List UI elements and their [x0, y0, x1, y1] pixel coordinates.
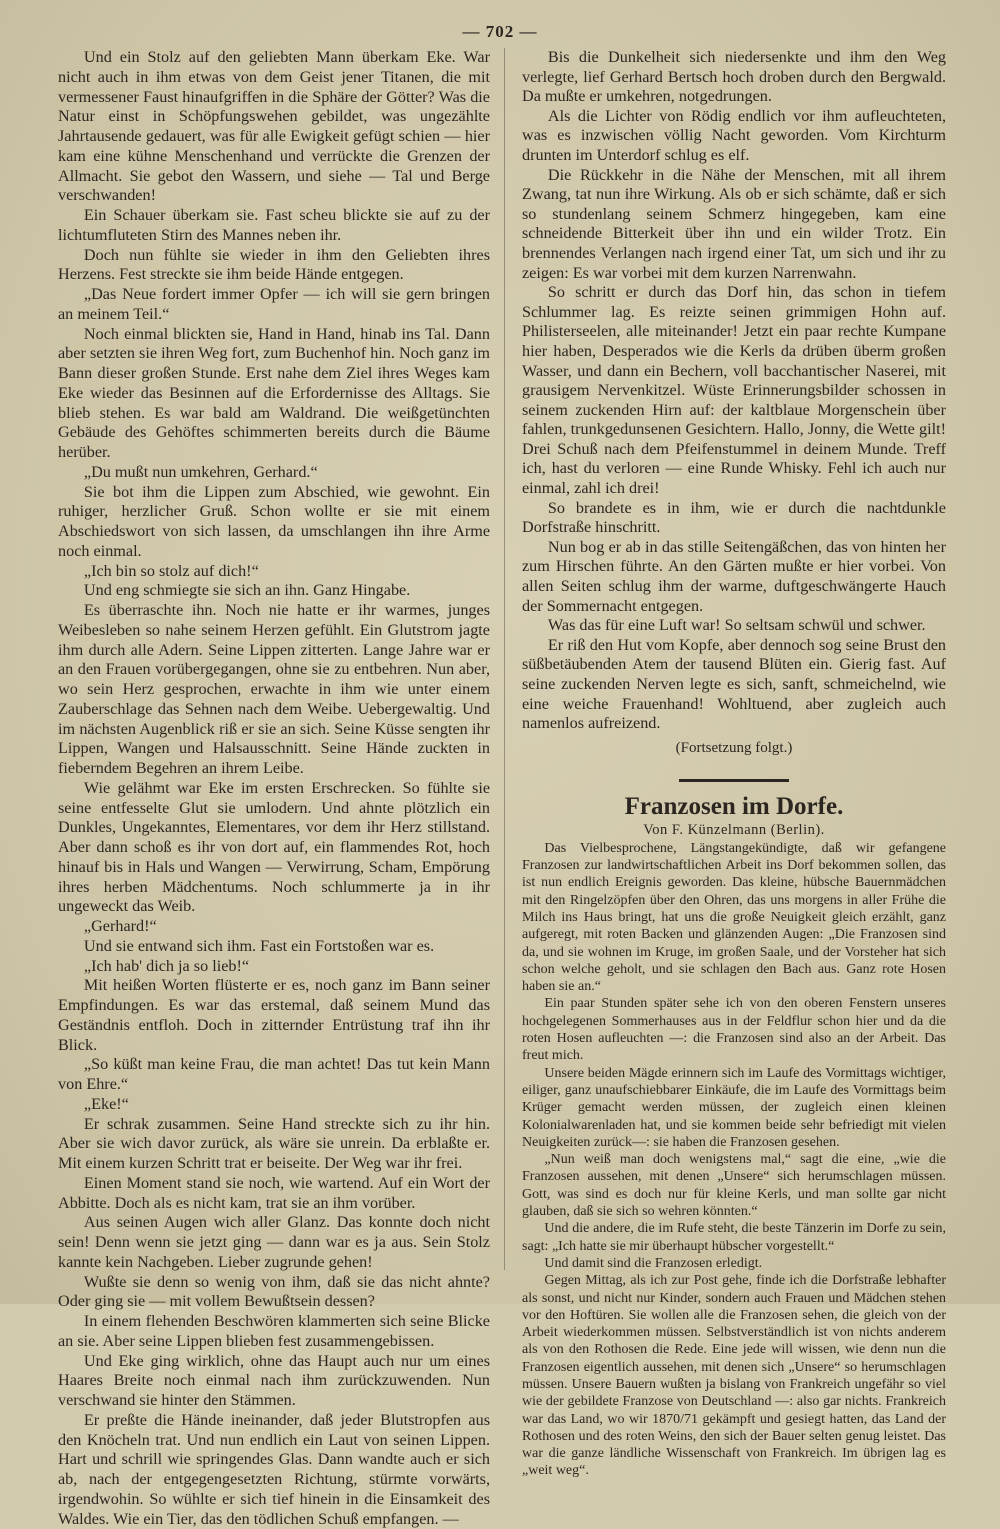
continuation-note: (Fortsetzung folgt.): [675, 739, 793, 756]
paragraph: Bis die Dunkelheit sich niedersenkte und ihm den Weg verlegte, lief Gerhard Bertsch hoch droben durch den Bergwald. Da mußte er umkehren, notgedrungen.: [522, 48, 946, 106]
paragraph: „Du mußt nun umkehren, Gerhard.“: [83, 462, 318, 481]
article-title: Franzosen im Dorfe.: [624, 792, 844, 820]
paragraph: In einem flehenden Beschwören klammerten sich seine Blicke an sie. Aber seine Lippen blieben fest zusammengebissen.: [58, 1312, 490, 1350]
paragraph: „So küßt man keine Frau, die man achtet! Das tut kein Mann von Ehre.“: [58, 1055, 490, 1093]
paragraph: Noch einmal blickten sie, Hand in Hand, hinab ins Tal. Dann aber setzten sie ihren Weg fort, zum Buchenhof hin. Noch ganz im Bann dieser großen Stunde. Erst nahe dem Ziel ihres Weges kam Eke wieder das Besinnen auf die Erfordernisse des Alltags. Sie blieb stehen. Es war bald am Waldrand. Die weißgetünchten Gebäude des Gehöftes schimmerten bereits durch die Bäume herüber.: [58, 324, 490, 461]
paragraph: „Nun weiß man doch wenigstens mal,“ sagt die eine, „wie die Franzosen aussehen, mit denen „Unsere“ sich herumschlagen müssen. Gott, was sind es doch nur für kleine Kerls, und man sollte gar nicht glauben, daß sie sich so wehren könnten.“: [522, 1152, 946, 1220]
paragraph: So schritt er durch das Dorf hin, das schon in tiefem Schlummer lag. Es reizte seinen grimmigen Hohn auf. Philisterseelen, alle miteinander! Jetzt ein paar rechte Kumpane hier haben, Desperados wie die Kerls da drüben überm großen Wasser, und dann ein Bechern, voll bacchantischer Naserei, mit grausigem Nervenkitzel. Wüste Erinnerungsbilder schossen in seinem zuckenden Hirn auf: der kaltblaue Morgenschein über fahlen, trunkgedunsenen Gesichtern. Hallo, Jonny, die Wette gilt! Drei Schuß nach dem Pfeifenstummel in deinem Munde. Treff ich, hast du verloren — eine Runde Whisky. Fehl ich auch nur einmal, zahl ich drei!: [522, 283, 946, 498]
paragraph: Und eng schmiegte sie sich an ihn. Ganz Hingabe.: [83, 581, 411, 600]
paragraph: Und die andere, die im Rufe steht, die beste Tänzerin im Dorfe zu sein, sagt: „Ich hatte sie mir überhaupt hübscher vorgestellt.“: [522, 1221, 946, 1254]
paragraph: „Gerhard!“: [83, 917, 157, 935]
paragraph: Sie bot ihm die Lippen zum Abschied, wie gewohnt. Ein ruhiger, herzlicher Gruß. Schon wollte er sie mit einem Abschiedswort von sich lassen, da umschlangen ihn ihre Arme noch einmal.: [58, 482, 490, 560]
paragraph: Nun bog er ab in das stille Seitengäßchen, das von hinten her zum Hirschen führte. An den Gärten mußte er hier vorbei. Von allen Seiten schlug ihm der warme, duftgeschwängerte Hauch der Sommernacht entgegen.: [522, 537, 946, 615]
paragraph: Unsere beiden Mägde erinnern sich im Laufe des Vormittags wichtiger, eiliger, ganz unaufschiebbarer Einkäufe, die im Laufe des Vormittags beim Krüger gemacht werden müssen, der zugleich einen kleinen Kolonialwarenladen hat, und sie kommen beide sehr befriedigt mit vielen Neuigkeiten zurück—: sie haben die Franzosen gesehen.: [522, 1065, 946, 1150]
article-body: [522, 840, 946, 1480]
paragraph: Aus seinen Augen wich aller Glanz. Das konnte doch nicht sein! Denn wenn sie jetzt ging — dann war es ja aus. Sein Stolz kannte kein Nachgeben. Lieber zugrunde gehen!: [58, 1213, 490, 1271]
left-column: [58, 48, 490, 1529]
paragraph: Wie gelähmt war Eke im ersten Erschrecken. So fühlte sie seine entfesselte Glut sie umlodern. Und ahnte plötzlich ein Dunkles, Ungekanntes, Elementares, vor dem ihr Herz stillstand. Aber dann schoß es ihr von dort auf, ein flammendes Rot, hoch hinauf bis in Hals und Wangen — Verwirrung, Scham, Empörung ihres herben Mädchentums. Noch schlummerte ja in ihr ungeweckt das Weib.: [58, 778, 490, 916]
paragraph: „Eke!“: [83, 1094, 129, 1113]
paragraph: „Ich bin so stolz auf dich!“: [83, 561, 259, 580]
paragraph: Er riß den Hut vom Kopfe, aber dennoch sog seine Brust den süßbetäubenden Atem der tausend Blüten ein. Gierig fast. Auf seine zuckenden Nerven legte es sich, sanft, schmeichelnd, wie eine weiche Frauenhand! Wohltuend, aber zugleich auch namenlos aufreizend.: [522, 635, 946, 733]
paragraph: Und sie entwand sich ihm. Fast ein Fortstoßen war es.: [83, 936, 435, 955]
paragraph: Mit heißen Worten flüsterte er es, noch ganz im Bann seiner Empfindungen. Es war das erstemal, daß seinem Mund das Geständnis entfloh. Doch in zitternder Entrüstung traf ihn ihr Blick.: [58, 976, 490, 1054]
paragraph: Die Rückkehr in die Nähe der Menschen, mit all ihrem Zwang, tat nun ihre Wirkung. Als ob er sich schämte, daß er sich so stundenlang seinem Schmerz hingegeben, kam eine schneidende Bitterkeit über ihn und ein wilder Trotz. Ein brennendes Verlangen nach irgend einer Tat, um sich und ihr zu zeigen: Es war vorbei mit dem kurzen Narrenwahn.: [522, 165, 946, 282]
column-divider: [504, 48, 505, 1270]
paragraph: Er schrak zusammen. Seine Hand streckte sich zu ihr hin. Aber sie wich davor zurück, als wäre sie unrein. Da erblaßte er. Mit einem kurzen Schritt trat er beiseite. Der Weg war ihr frei.: [58, 1114, 490, 1172]
right-column: [522, 48, 946, 1480]
article-byline: Von F. Künzelmann (Berlin).: [643, 821, 825, 838]
page-number: — 702 —: [462, 22, 538, 41]
paragraph: Das Vielbesprochene, Längstangekündigte, daß wir gefangene Franzosen zur landwirtschaftlichen Arbeit ins Dorf bekommen sollen, das ist nun endlich Ereignis geworden. Das kleine, hübsche Bauernmädchen mit den Ringelzöpfen über den Ohren, das uns morgens in aller Frühe die Milch ins Haus bringt, hat uns die große Neuigkeit gleich erzählt, ganz aufgeregt, mit roten Backen und glänzenden Augen: „Die Franzosen sind da, und sie wohnen im Kruge, im großen Saale, und der Vorsteher hat sich schon welche geholt, und sie schlagen den Bach aus. Ganz rote Hosen haben sie an.“: [522, 840, 946, 995]
paragraph: Gegen Mittag, als ich zur Post gehe, finde ich die Dorfstraße lebhafter als sonst, und nicht nur Kinder, sondern auch Frauen und Mädchen stehen vor den Hoftüren. Sie wollen alle die Franzosen sehen, die gleich von der Arbeit wiederkommen müssen. Selbstverständlich ist von nichts anderem als von den Rothosen die Rede. Eine jede will wissen, wie denn nun die Franzosen eigentlich aussehen, mit denen sich „Unsere“ so herumschlagen müssen. Unsere Bauern wußten ja bislang von Frankreich ungefähr so viel wie der gebildete Franzose von Deutschland —: also gar nichts. Frankreich war das Land, wo wir 1870/71 gekämpft und gesiegt hatten, das Land der Rothosen und des roten Weins, den sich der Bauer selten genug leistet. Das war die ganze ländliche Wissenschaft von Frankreich. Im übrigen lag es „weit weg“.: [522, 1273, 946, 1479]
paragraph: Als die Lichter von Rödig endlich vor ihm aufleuchteten, was es inzwischen völlig Nacht geworden. Vom Kirchturm drunten im Unterdorf schlug es elf.: [522, 106, 946, 164]
paragraph: Ein paar Stunden später sehe ich von den oberen Fenstern unseres hochgelegenen Sommerhauses aus in der Feldflur schon hier und da die roten Hosen aufleuchten —: die Franzosen sind also an der Arbeit. Das freut mich.: [522, 996, 946, 1064]
section-divider: [679, 779, 789, 782]
paragraph: Und ein Stolz auf den geliebten Mann überkam Eke. War nicht auch in ihm etwas von dem Geist jener Titanen, die mit vermessener Faust hinaufgriffen in die Sphäre der Götter? Was die Natur einst in Schöpfungswehen gebildet, was ungezählte Jahrtausende gedauert, was für alle Ewigkeit gefügt schien — hier kam eine kühne Menschenhand und verrückte die Grenzen der Allmacht. Sie gebot den Wassern, und siehe — Tal und Berge verschwanden!: [58, 48, 490, 205]
paragraph: Wußte sie denn so wenig von ihm, daß sie das nicht ahnte? Oder ging sie — mit vollem Bewußtsein dessen?: [58, 1272, 490, 1311]
paragraph: Und Eke ging wirklich, ohne das Haupt auch nur um eines Haares Breite noch einmal nach ihm zurückzuwenden. Nun verschwand sie hinter den Stämmen.: [58, 1351, 490, 1409]
paragraph: Was das für eine Luft war! So seltsam schwül und schwer.: [547, 616, 926, 635]
paragraph: „Das Neue fordert immer Opfer — ich will sie gern bringen an meinem Teil.“: [58, 285, 490, 323]
paragraph: Ein Schauer überkam sie. Fast scheu blickte sie auf zu der lichtumfluteten Stirn des Mannes neben ihr.: [58, 206, 490, 244]
paragraph: Einen Moment stand sie noch, wie wartend. Auf ein Wort der Abbitte. Doch als es nicht kam, trat sie an ihm vorüber.: [58, 1173, 490, 1212]
paragraph: Doch nun fühlte sie wieder in ihm den Geliebten ihres Herzens. Fest streckte sie ihm beide Hände entgegen.: [58, 245, 490, 284]
serial-story-text: [58, 48, 490, 1529]
paragraph: „Ich hab' dich ja so lieb!“: [83, 956, 250, 975]
serial-story-continued: [522, 48, 946, 734]
paragraph: So brandete es in ihm, wie er durch die nachtdunkle Dorfstraße hinschritt.: [522, 498, 946, 537]
paragraph: Er preßte die Hände ineinander, daß jeder Blutstropfen aus den Knöcheln trat. Und nun endlich ein Laut von seinen Lippen. Hart und schrill wie springendes Glas. Dann wandte auch er sich ab, nach der entgegengesetzten Richtung, stürmte vorwärts, irgendwohin. So wühlte er sich tief hinein in die Einsamkeit des Waldes. Wie ein Tier, das den tödlichen Schuß empfangen. —: [58, 1410, 490, 1528]
paragraph: Es überraschte ihn. Noch nie hatte er ihr warmes, junges Weibesleben so nahe seinem Herzen gefühlt. Ein Glutstrom jagte ihm durch alle Adern. Seine Lippen zitterten. Lange Jahre war er an den Frauen vorübergegangen, ohne sie zu entbehren. Nun aber, wo sein Herz gesprochen, erwachte in ihm wie unter einem Zauberschlage das Sehnen nach dem Weibe. Uebergewaltig. Und im nächsten Augenblick riß er sie an sich. Seine Küsse sengten ihr Lippen, Wangen und Halsausschnitt. Seine Hände zuckten in fieberndem Begehren an ihrem Leibe.: [58, 601, 490, 777]
paragraph: Und damit sind die Franzosen erledigt.: [544, 1255, 763, 1271]
